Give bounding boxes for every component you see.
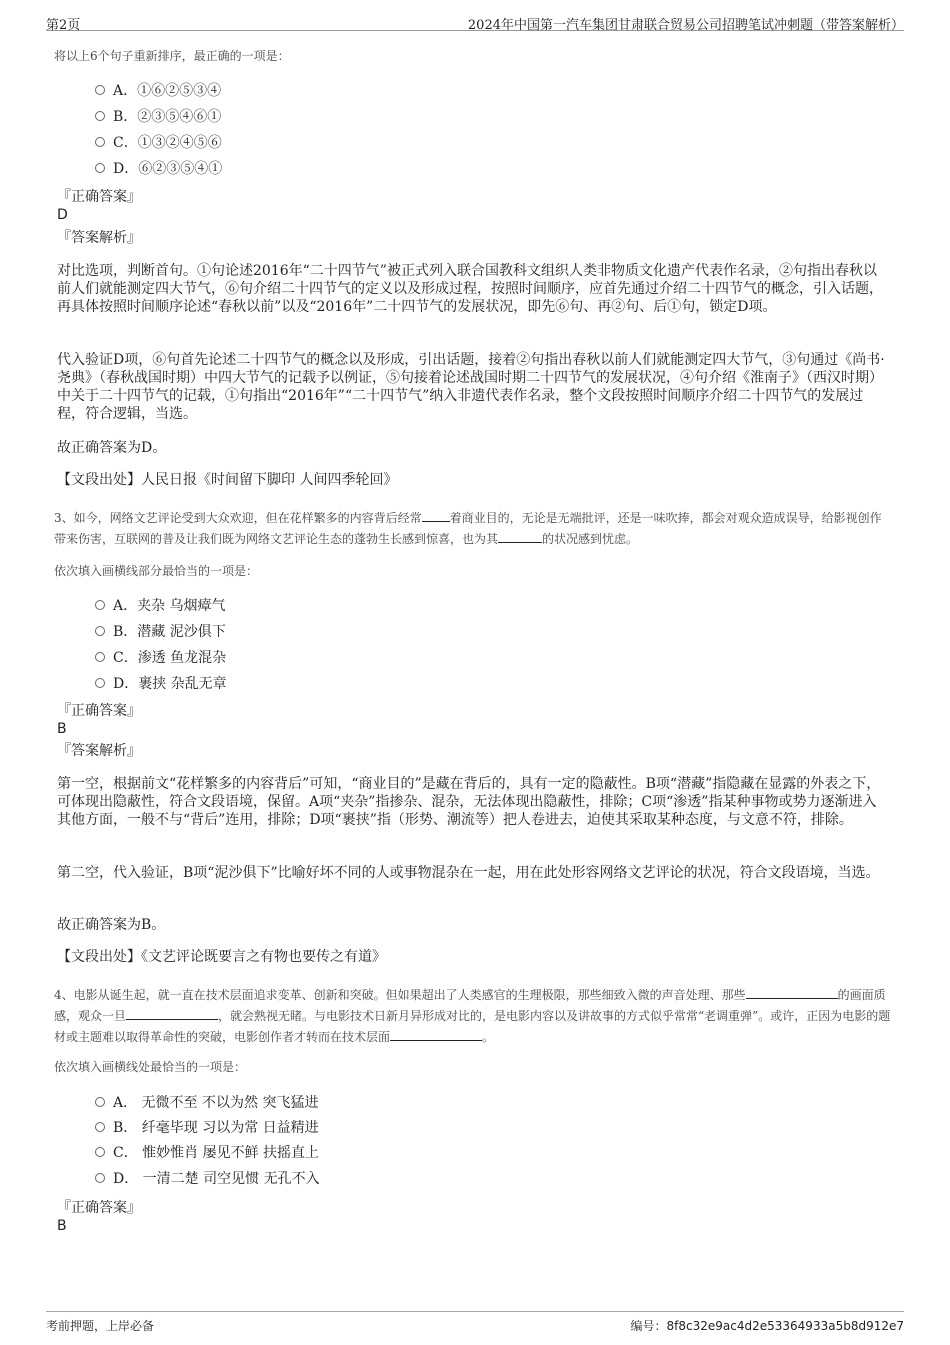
radio-icon[interactable] [95, 678, 105, 688]
q3-analysis-paragraph-2: 第二空，代入验证，B项“泥沙俱下”比喻好坏不同的人或事物混杂在一起，用在此处形容网络文艺评论的状况，符合文段语境，当选。 [57, 865, 880, 881]
q3-source: 【文段出处】《文艺评论既要言之有物也要传之有道》 [57, 949, 386, 965]
q2-analysis-paragraph-1: 对比选项，判断首句。①句论述2016年“二十四节气”被正式列入联合国教科文组织人类非物质文化遗产代表作名录，②句指出春秋以前人们就能测定四大节气，⑥句介绍二十四节气的定义以及形成过程，按照时间顺序，应首先通过介绍二十四节气的概念，引入话题，再具体按照时间顺序论述“春秋以前”以及“2016年”二十四节气的发展状况，即先⑥句、再②句、后①句，锁定D项。 [57, 263, 883, 315]
page-header [46, 8, 904, 31]
q2-option-d[interactable]: D．⑥②③⑤④① [95, 158, 222, 180]
blank-line [746, 986, 838, 999]
radio-icon[interactable] [95, 652, 105, 662]
q3-option-a[interactable]: A．夹杂 乌烟瘴气 [95, 595, 226, 617]
q2-option-b[interactable]: B．②③⑤④⑥① [95, 106, 221, 128]
radio-icon[interactable] [95, 600, 105, 610]
radio-icon[interactable] [95, 1173, 105, 1183]
blank-line [126, 1007, 218, 1020]
q4-option-b[interactable]: B． 纤毫毕现 习以为常 日益精进 [95, 1117, 319, 1139]
q4-prompt: 依次填入画横线处最恰当的一项是： [54, 1060, 247, 1074]
radio-icon[interactable] [95, 1147, 105, 1157]
q2-answer: D [57, 207, 68, 223]
document-title: 2024年中国第一汽车集团甘肃联合贸易公司招聘笔试冲刺题（带答案解析） [467, 18, 904, 33]
blank-line [498, 530, 542, 543]
q2-option-a[interactable]: A．①⑥②⑤③④ [95, 80, 221, 102]
radio-icon[interactable] [95, 85, 105, 95]
q3-analysis-label: 『答案解析』 [57, 743, 141, 759]
blank-line [422, 509, 450, 522]
q3-conclusion: 故正确答案为B。 [57, 917, 166, 933]
radio-icon[interactable] [95, 111, 105, 121]
q4-option-a[interactable]: A． 无微不至 不以为然 突飞猛进 [95, 1092, 318, 1114]
q2-analysis-paragraph-2: 代入验证D项，⑥句首先论述二十四节气的概念以及形成，引出话题，接着②句指出春秋以前人们就能测定四大节气，③句通过《尚书·尧典》（春秋战国时期）中四大节气的记载予以例证，⑤句接着论述战国时期二十四节气的发展状况，④句介绍《淮南子》（西汉时期）中关于二十四节气的记载，①句指出“2016年”“二十四节气”纳入非遗代表作名录，整个文段按照时间顺序介绍二十四节气的发展过程，符合逻辑，当选。 [57, 352, 885, 422]
radio-icon[interactable] [95, 137, 105, 147]
q3-stem: 3、如今，网络文艺评论受到大众欢迎，但在花样繁多的内容背后经常 着商业目的，无论是无端批评，还是一味吹捧，都会对观众造成误导，给影视创作带来伤害，互联网的普及让我们既为网络文艺评论生态的蓬勃生长感到惊喜，也为其 的状况感到忧虑。 [54, 511, 882, 546]
q2-conclusion: 故正确答案为D。 [57, 440, 167, 456]
radio-icon[interactable] [95, 1122, 105, 1132]
footer-note: 考前押题，上岸必备 [46, 1319, 155, 1333]
q4-option-c[interactable]: C． 惟妙惟肖 屡见不鲜 扶摇直上 [95, 1142, 319, 1164]
document-id: 编号：8f8c32e9ac4d2e53364933a5b8d912e7 [630, 1319, 904, 1333]
q4-answer-label: 『正确答案』 [57, 1200, 141, 1216]
blank-line [390, 1028, 482, 1041]
q2-prompt: 将以上6个句子重新排序，最正确的一项是： [54, 49, 290, 63]
q2-answer-label: 『正确答案』 [57, 189, 141, 205]
q3-option-c[interactable]: C．渗透 鱼龙混杂 [95, 647, 226, 669]
q2-analysis-label: 『答案解析』 [57, 230, 141, 246]
page-number: 第2页 [46, 18, 81, 33]
q3-answer: B [57, 721, 67, 737]
q3-option-d[interactable]: D．裹挟 杂乱无章 [95, 673, 227, 695]
q3-prompt: 依次填入画横线部分最恰当的一项是： [54, 564, 259, 578]
radio-icon[interactable] [95, 626, 105, 636]
q3-answer-label: 『正确答案』 [57, 703, 141, 719]
page-footer [46, 1311, 904, 1336]
radio-icon[interactable] [95, 1097, 105, 1107]
q4-answer: B [57, 1218, 67, 1234]
q4-stem: 4、电影从诞生起，就一直在技术层面追求变革、创新和突破。但如果超出了人类感官的生理极限，那些细致入微的声音处理、那些 的画面质感，观众一旦 ，就会熟视无睹。与电影技术日新月异形成对比的，是电影内容以及讲故事的方式似乎常常“老调重弹”。或许，正因为电影的题材或主题难以取得革命性的突破，电影创作者才转而在技术层面 。 [54, 988, 891, 1044]
q2-option-c[interactable]: C．①③②④⑤⑥ [95, 132, 222, 154]
radio-icon[interactable] [95, 163, 105, 173]
q4-option-d[interactable]: D． 一清二楚 司空见惯 无孔不入 [95, 1168, 320, 1190]
q2-source: 【文段出处】人民日报《时间留下脚印 人间四季轮回》 [57, 472, 398, 488]
q3-option-b[interactable]: B．潜藏 泥沙俱下 [95, 621, 226, 643]
q3-analysis-paragraph-1: 第一空，根据前文“花样繁多的内容背后”可知，“商业目的”是藏在背后的，具有一定的隐蔽性。B项“潜藏”指隐藏在显露的外表之下，可体现出隐蔽性，符合文段语境，保留。A项“夹杂”指掺杂、混杂，无法体现出隐蔽性，排除；C项“渗透”指某种事物或势力逐渐进入其他方面，一般不与“背后”连用，排除；D项“裹挟”指（形势、潮流等）把人卷进去，迫使其采取某种态度，与文意不符，排除。 [57, 776, 881, 828]
